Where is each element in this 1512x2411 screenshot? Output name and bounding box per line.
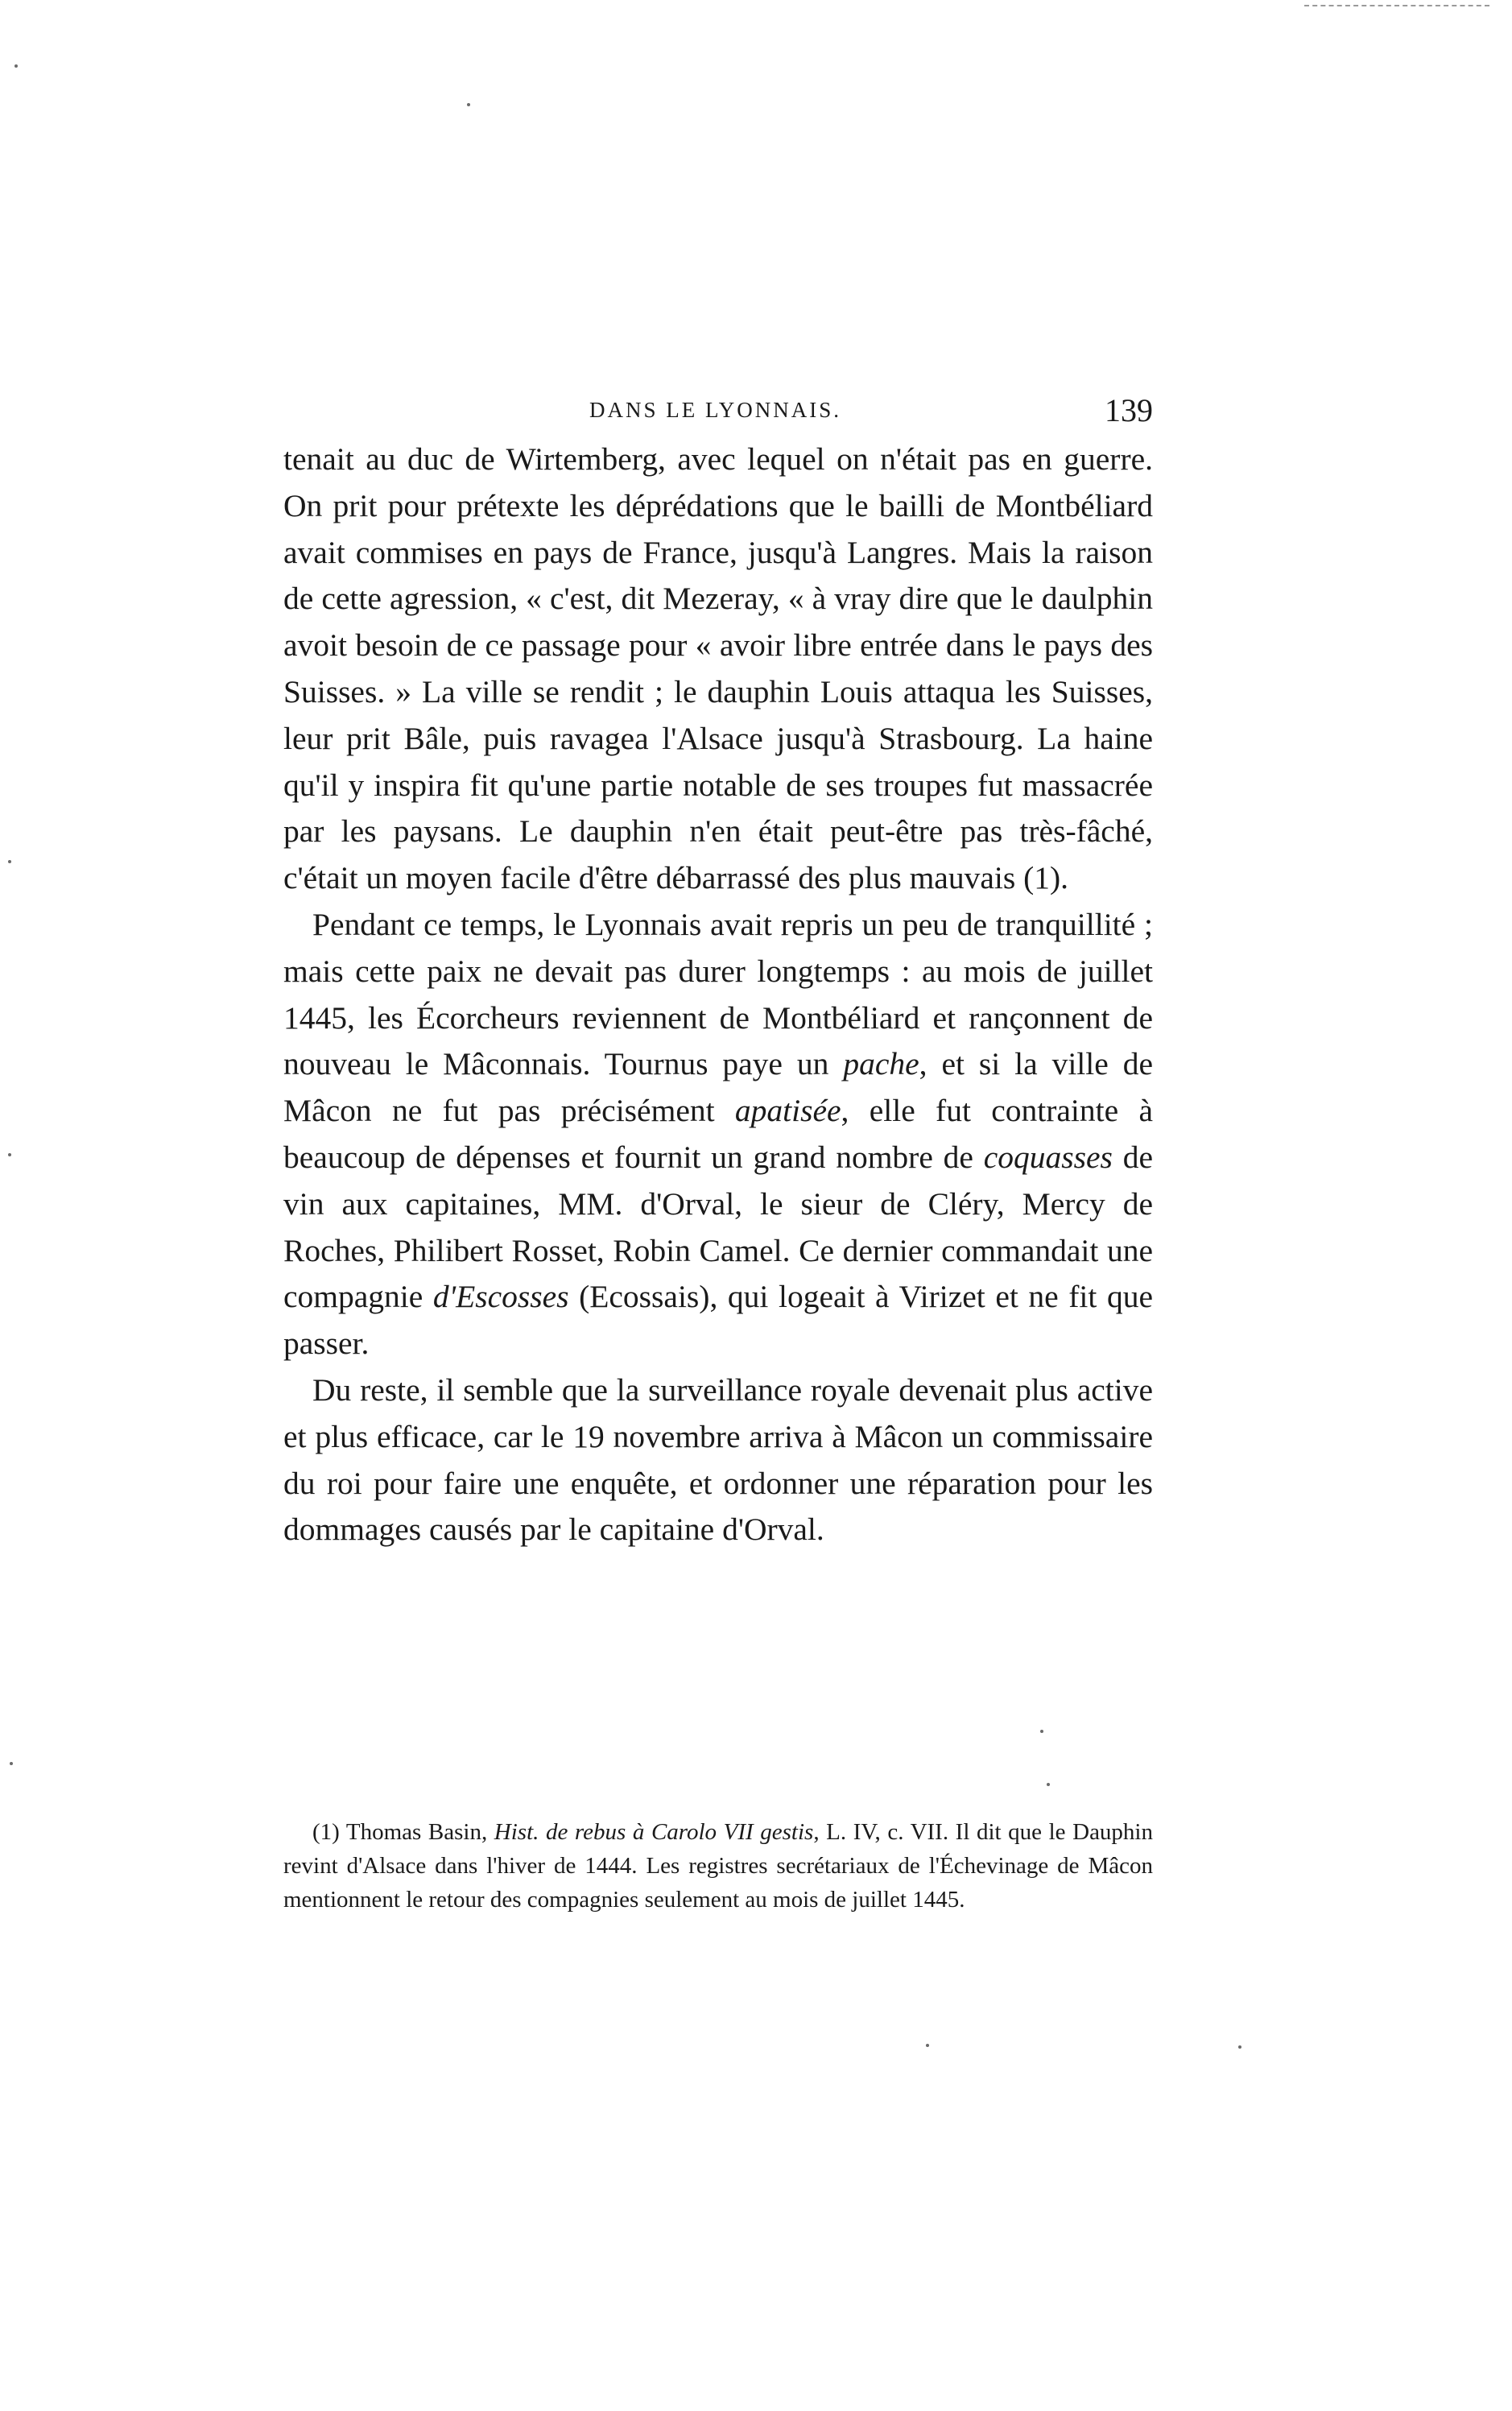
scan-edge-mark	[1304, 5, 1489, 8]
main-text	[283, 436, 1153, 1553]
scan-speck	[1238, 2045, 1241, 2049]
page-header	[283, 391, 1153, 430]
italic-term-escosses: d'Escosses	[432, 1279, 569, 1315]
scan-speck	[926, 2044, 929, 2047]
paragraph-2-text-3: , elle fut contrainte à beaucoup de dépenses et fournit un grand nombre de	[283, 1093, 1153, 1175]
scan-speck	[467, 103, 470, 106]
footnote	[283, 1815, 1153, 1917]
scan-speck	[1047, 1783, 1050, 1786]
scan-speck	[8, 1153, 11, 1156]
scan-speck	[10, 1762, 13, 1765]
page-number: 139	[1105, 392, 1153, 428]
scan-speck	[1040, 1730, 1043, 1733]
paragraph-2-text-2: , et si la ville de Mâcon ne fut pas précisément	[283, 1046, 1153, 1129]
paragraph-2-text-5: (Ecossais), qui logeait à Virizet et ne fit que passer.	[283, 1279, 1154, 1362]
italic-term-pache: pache	[843, 1046, 919, 1082]
running-title: DANS LE LYONNAIS.	[589, 398, 842, 422]
footnote-text-2: , L. IV, c. VII. Il dit que le Dauphin revint d'Alsace dans l'hiver de 1444. Les registres secrétariaux de l'Échevinage de Mâcon mentionnent le retour des compagnies seulement au mois de juillet 1445.	[283, 1819, 1153, 1913]
footnote-text-1: (1) Thomas Basin,	[312, 1819, 494, 1845]
paragraph-3: Du reste, il semble que la surveillance royale devenait plus active et plus efficace, car le 19 novembre arriva à Mâcon un commissaire du roi pour faire une enquête, et ordonner une réparation pour les dommages causés par le capitaine d'Orval.	[283, 1371, 1153, 1548]
scan-speck	[8, 860, 11, 863]
footnote-title-italic: Hist. de rebus à Carolo VII gestis	[494, 1819, 814, 1845]
italic-term-coquasses: coquasses	[983, 1139, 1113, 1175]
paragraph-2-text-1: Pendant ce temps, le Lyonnais avait repris un peu de tranquillité ; mais cette paix ne devait pas durer longtemps : au mois de juillet 1445, les Écorcheurs reviennent de Montbéliard et rançonnent de nouveau le Mâconnais. Tournus paye un	[283, 906, 1153, 1082]
scan-speck	[14, 64, 18, 68]
paragraph-2-text-4: de vin aux capitaines, MM. d'Orval, le sieur de Cléry, Mercy de Roches, Philibert Rosset, Robin Camel. Ce dernier commandait une compagnie	[283, 1139, 1153, 1315]
paragraph-1: tenait au duc de Wirtemberg, avec lequel on n'était pas en guerre. On prit pour prétexte les déprédations que le bailli de Montbéliard avait commises en pays de France, jusqu'à Langres. Mais la raison de cette agression, « c'est, dit Mezeray, « à vray dire que le daulphin avoit besoin de ce passage pour « avoir libre entrée dans le pays des Suisses. » La ville se rendit ; le dauphin Louis attaqua les Suisses, leur prit Bâle, puis ravagea l'Alsace jusqu'à Strasbourg. La haine qu'il y inspira fit qu'une partie notable de ses troupes fut massacrée par les paysans. Le dauphin n'en était peut-être pas très-fâché, c'était un moyen facile d'être débarrassé des plus mauvais (1).	[283, 441, 1153, 896]
paragraph-2	[283, 902, 1153, 1367]
italic-term-apatisee: apatisée	[734, 1093, 841, 1129]
